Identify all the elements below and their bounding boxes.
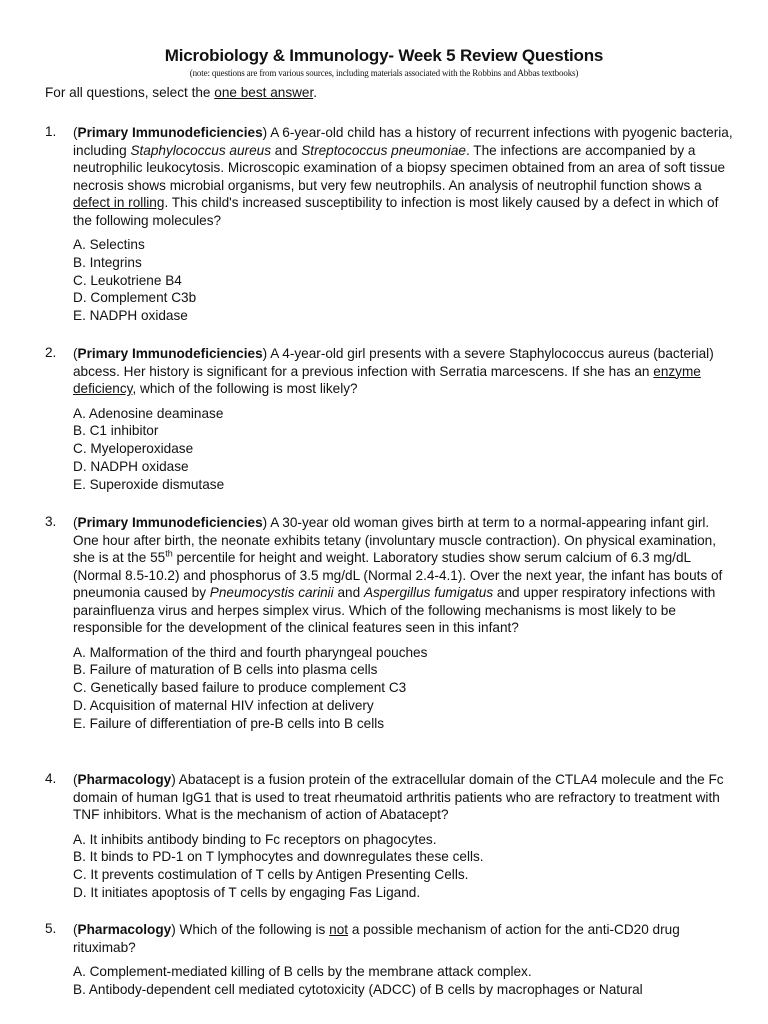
answer-choices (73, 963, 725, 999)
answer-choices (73, 831, 725, 902)
answer-choice: D. It initiates apoptosis of T cells by engaging Fas Ligand. (73, 884, 421, 900)
answer-choice: A. Complement-mediated killing of B cells by the membrane attack complex. (73, 964, 532, 979)
instructions (45, 84, 317, 102)
question-4 (45, 771, 725, 902)
text-superscript: th (165, 548, 173, 559)
question-category: Primary Immunodeficiencies (77, 346, 263, 361)
answer-choice: A. Selectins (73, 237, 145, 252)
answer-choice: A. It inhibits antibody binding to Fc receptors on phagocytes. (73, 831, 437, 847)
text-segment: . The infections are accompanied by a neutrophilic leukocytosis. Microscopic examination of a biopsy specimen obtained from an area of soft tissue necrosis shows microbial organisms, but very few neutrophils. An analysis of neutrophil function shows a (73, 142, 726, 193)
text-segment: and (271, 142, 302, 158)
question-category: Pharmacology (77, 922, 172, 937)
question-category: Pharmacology (77, 772, 172, 787)
text-segment: , which of the following is most likely? (132, 381, 358, 396)
answer-choice: B. Integrins (73, 254, 142, 270)
question-text: (Primary Immunodeficiencies) A 6-year-old child has a history of recurrent infections with pyogenic bacteria, including Staphylococcus aureus and Streptococcus pneumoniae. The infections are accompanied by a neutrophilic leukocytosis. Microscopic examination of a biopsy specimen obtained from an area of soft tissue necrosis shows microbial organisms, but very few neutrophils. An analysis of neutrophil function shows a defect in rolling. This child's increased susceptibility to infection is most likely caused by a defect in which of the following molecules? (73, 125, 733, 228)
answer-choice: C. Myeloperoxidase (73, 441, 194, 457)
answer-choices (73, 405, 725, 494)
answer-choice: A. Adenosine deaminase (73, 405, 224, 421)
text-underlined: defect in rolling (73, 195, 165, 210)
answer-choice: B. C1 inhibitor (73, 423, 159, 439)
question-5 (45, 921, 725, 999)
answer-choice: B. Antibody-dependent cell mediated cytotoxicity (ADCC) of B cells by macrophages or Natural (73, 981, 643, 997)
answer-choices (73, 644, 725, 733)
answer-choice: E. Failure of differentiation of pre-B cells into B cells (73, 715, 385, 731)
text-italic: Streptococcus pneumoniae (301, 142, 466, 158)
answer-choice: A. Malformation of the third and fourth pharyngeal pouches (73, 644, 428, 660)
instructions-emphasis: one best answer (214, 85, 314, 100)
question-number: 3. (45, 514, 57, 529)
text-segment: A 30-year old woman gives birth at term to a normal-appearing infant girl. One hour after birth, the neonate exhibits tetany (involuntary muscle contraction). On physical examination, she is at the 55 (73, 515, 717, 565)
question-category: Primary Immunodeficiencies (77, 125, 263, 140)
answer-choice: B. It binds to PD-1 on T lymphocytes and downregulates these cells. (73, 849, 484, 865)
source-note: (note: questions are from various sources, including materials associated with the Robbins and Abbas textbooks) (189, 68, 579, 78)
answer-choices (73, 236, 725, 325)
text-underlined: enzyme deficiency (73, 363, 701, 396)
answer-choice: C. It prevents costimulation of T cells by Antigen Presenting Cells. (73, 867, 469, 883)
question-text: (Primary Immunodeficiencies) A 30-year old woman gives birth at term to a normal-appearing infant girl. One hour after birth, the neonate exhibits tetany (involuntary muscle contraction). On physical examination, she is at the 55th percentile for height and weight. Laboratory studies show serum calcium of 6.3 mg/dL (Normal 8.5-10.2) and phosphorus of 3.5 mg/dL (Normal 2.4-4.1). Over the next year, the infant has bouts of pneumonia caused by Pneumocystis carinii and Aspergillus fumigatus and upper respiratory infections with parainfluenza virus and herpes simplex virus. Which of the following mechanisms is most likely to be responsible for the development of the clinical features seen in this infant? (73, 515, 723, 635)
question-number: 4. (45, 771, 57, 786)
answer-choice: C. Leukotriene B4 (73, 272, 182, 288)
question-category: Primary Immunodeficiencies (77, 515, 263, 530)
question-number: 5. (45, 921, 57, 936)
text-italic: Pneumocystis carinii (209, 585, 334, 600)
question-text: (Primary Immunodeficiencies) A 4-year-old girl presents with a severe Staphylococcus aureus (bacterial) abcess. Her history is significant for a previous infection with Serratia marcescens. If she has an enzyme deficiency, which of the following is most likely? (73, 346, 714, 396)
text-italic: Staphylococcus aureus (130, 142, 271, 158)
text-segment: and upper respiratory infections with parainfluenza virus and herpes simplex virus. Which of the following mechanisms is most likely to be responsible for the development of the clinical features seen in this infant? (73, 585, 716, 635)
answer-choice: D. NADPH oxidase (73, 458, 189, 474)
question-2 (45, 345, 725, 493)
answer-choice: D. Acquisition of maternal HIV infection at delivery (73, 697, 374, 713)
question-number: 2. (45, 345, 57, 360)
text-italic: Aspergillus fumigatus (363, 585, 494, 600)
answer-choice: B. Failure of maturation of B cells into plasma cells (73, 662, 378, 678)
question-3 (45, 514, 725, 732)
instructions-suffix: . (313, 85, 318, 100)
question-number: 1. (45, 124, 57, 139)
text-segment: . This child's increased susceptibility to infection is most likely caused by a defect in which of the following molecules? (73, 195, 719, 228)
question-text: (Pharmacology) Which of the following is not a possible mechanism of action for the anti-CD20 drug rituximab? (73, 922, 680, 955)
answer-choice: D. Complement C3b (73, 290, 197, 306)
question-1 (45, 124, 733, 325)
text-segment: Which of the following is (179, 922, 330, 937)
page-title: Microbiology & Immunology- Week 5 Review Questions (164, 46, 604, 65)
answer-choice: E. NADPH oxidase (73, 308, 188, 324)
text-segment: A 4-year-old girl presents with a severe Staphylococcus aureus (bacterial) abcess. Her history is significant for a previous infection with Serratia marcescens. If she has an (73, 346, 714, 379)
text-segment: percentile for height and weight. Laboratory studies show serum calcium of 6.3 mg/dL (Normal 8.5-10.2) and phosphorus of 3.5 mg/dL (Normal 2.4-4.1). Over the next year, the infant has bouts of pneumonia caused by (73, 550, 723, 600)
text-segment: A 6-year-old child has a history of recurrent infections with pyogenic bacteria, including (73, 125, 733, 158)
answer-choice: C. Genetically based failure to produce complement C3 (73, 680, 407, 696)
text-segment: and (333, 585, 364, 600)
instructions-prefix: For all questions, select the (45, 85, 215, 100)
question-text: (Pharmacology) Abatacept is a fusion protein of the extracellular domain of the CTLA4 molecule and the Fc domain of human IgG1 that is used to treat rheumatoid arthritis patients who are refractory to treatment with TNF inhibitors. What is the mechanism of action of Abatacept? (73, 772, 724, 822)
text-segment: a possible mechanism of action for the anti-CD20 drug rituximab? (73, 922, 680, 955)
answer-choice: E. Superoxide dismutase (73, 476, 225, 492)
text-segment: Abatacept is a fusion protein of the extracellular domain of the CTLA4 molecule and the Fc domain of human IgG1 that is used to treat rheumatoid arthritis patients who are refractory to treatment with TNF inhibitors. What is the mechanism of action of Abatacept? (73, 772, 724, 822)
text-underlined: not (329, 922, 349, 937)
